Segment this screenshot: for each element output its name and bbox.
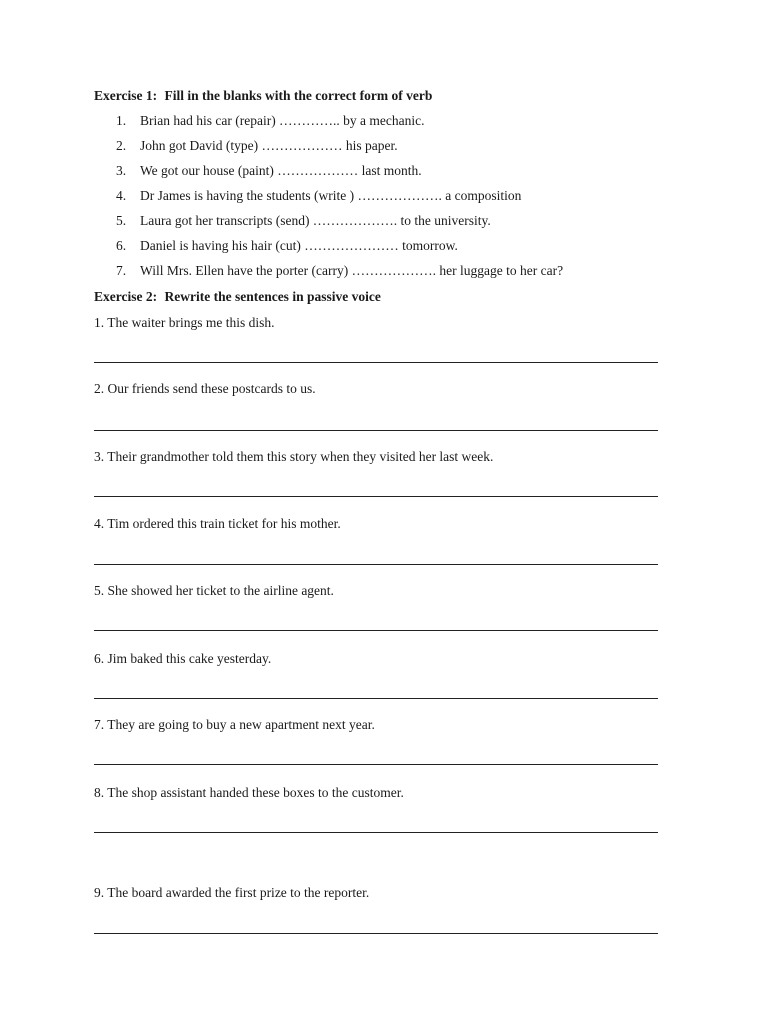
question-text: 2. Our friends send these postcards to us. [94,381,316,396]
question-text: 5. She showed her ticket to the airline agent. [94,583,334,598]
item-text: John got David (type) ……………… his paper. [140,138,398,153]
question-text: 6. Jim baked this cake yesterday. [94,651,272,666]
answer-line[interactable] [94,564,658,565]
answer-line[interactable] [94,933,658,934]
answer-line[interactable] [94,362,658,363]
exercise1-title: Exercise 1: [94,88,158,103]
item-text: Brian had his car (repair) ………….. by a mechanic. [140,113,425,128]
answer-line[interactable] [94,630,658,631]
item-number: 6. [116,238,127,253]
item-number: 7. [116,263,127,278]
exercise2-title: Exercise 2: [94,289,158,304]
question-text: 9. The board awarded the first prize to the reporter. [94,885,370,900]
item-number: 3. [116,163,127,178]
exercise1-subtitle: Fill in the blanks with the correct form of verb [164,88,433,103]
item-text: Will Mrs. Ellen have the porter (carry) ………………. her luggage to her car? [140,263,564,278]
question-text: 3. Their grandmother told them this story when they visited her last week. [94,449,494,464]
item-number: 5. [116,213,127,228]
exercise1-heading [94,88,432,104]
question-text: 1. The waiter brings me this dish. [94,315,275,330]
item-number: 2. [116,138,127,153]
exercise2-subtitle: Rewrite the sentences in passive voice [164,289,381,304]
item-number: 4. [116,188,127,203]
question-text: 4. Tim ordered this train ticket for his mother. [94,516,341,531]
item-text: We got our house (paint) ……………… last month. [140,163,422,178]
item-text: Dr James is having the students (write ) ………………. a composition [140,188,522,203]
answer-line[interactable] [94,496,658,497]
answer-line[interactable] [94,698,658,699]
question-text: 7. They are going to buy a new apartment next year. [94,717,375,732]
answer-line[interactable] [94,430,658,431]
answer-line[interactable] [94,764,658,765]
exercise2-heading [94,289,381,305]
item-text: Daniel is having his hair (cut) ………………… tomorrow. [140,238,458,253]
question-text: 8. The shop assistant handed these boxes to the customer. [94,785,404,800]
item-number: 1. [116,113,127,128]
item-text: Laura got her transcripts (send) ………………. to the university. [140,213,491,228]
answer-line[interactable] [94,832,658,833]
